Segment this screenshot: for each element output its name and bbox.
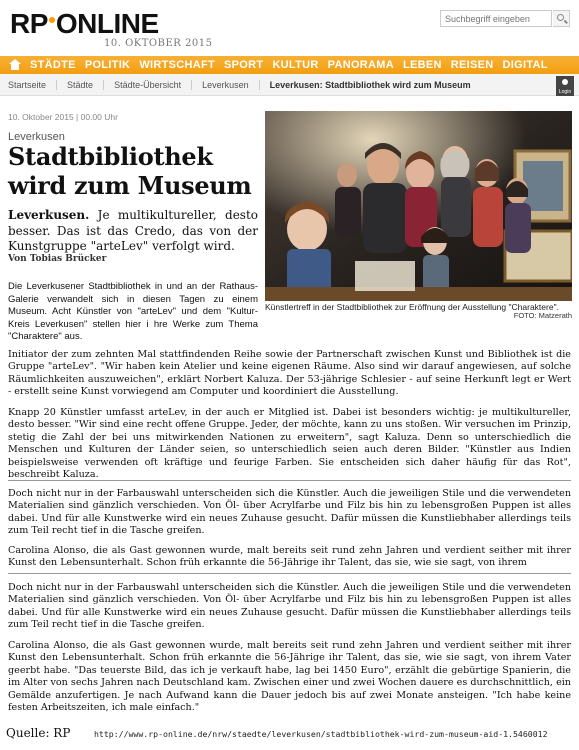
photo-credit: FOTO: Matzerath bbox=[513, 311, 572, 320]
site-header bbox=[0, 0, 579, 56]
divider bbox=[8, 573, 571, 574]
article-meta: 10. Oktober 2015 | 00.00 Uhr bbox=[8, 112, 118, 122]
lead-text: Je multikultureller, desto besser. Das ist das Credo, das von der Kunstgruppe "arteLev" verfolgt wird. bbox=[8, 208, 258, 253]
login-button[interactable]: Login bbox=[556, 76, 574, 96]
breadcrumb-staedte[interactable]: Städte bbox=[57, 80, 104, 90]
main-nav bbox=[0, 56, 579, 74]
nav-item-wirtschaft[interactable]: WIRTSCHAFT bbox=[139, 59, 216, 71]
breadcrumb bbox=[0, 74, 579, 96]
site-logo[interactable]: RP ONLINE bbox=[10, 8, 159, 39]
source-label: Quelle: RP bbox=[6, 726, 71, 740]
article-author: Von Tobias Brücker bbox=[8, 254, 107, 264]
article-kicker: Leverkusen bbox=[8, 131, 65, 143]
page-title: Stadtbibliothek wird zum Museum bbox=[8, 142, 252, 200]
nav-item-leben[interactable]: LEBEN bbox=[403, 59, 442, 71]
article-paragraph: Knapp 20 Künstler umfasst arteLev, in der auch er Mitglied ist. Dabei ist besonders wichtig: je multikultureller, desto besser. "Wir sind eine recht offene Gruppe. Jeder, der möchte, kann zu uns stoßen. Wir versuchen im Prinzip, stetig die Zahl der bei uns mitwirkenden Nationen zu erweitern", sagt Kaluza. Denn so unterschiedlich die Menschen und Kulturen der Länder seien, so unterschiedlich seien auch deren Bilder. "Künstler aus Indien beispielsweise verwenden oft kräftige und feurige Farben. Sie entscheiden sich daher häufig für das Rot", beschreibt Kaluza. bbox=[8, 407, 571, 481]
article-paragraph: Doch nicht nur in der Farbauswahl unterscheiden sich die Künstler. Auch die jeweiligen Stile und die verwendeten Materialien sind gänzlich verschieden. Von Öl- über Acrylfarbe und Filz bis hin zu lebensgroßen Puppen ist alles dabei. Und für alle Kunstwerke wird ein neues Zuhause gesucht. Dafür müssen die Kunstliebhaber allerdings teils zum Teil recht tief in die Tasche greifen. bbox=[8, 582, 571, 631]
article-intro: Die Leverkusener Stadtbibliothek in und an der Rathaus-Galerie verwandelt sich in diesen Tagen zu einem Museum. Acht Künstler von "arteLev" und dem "Kultur-Kreis Leverkusen" stellen hier i hre Werke zum Thema "Charaktere" aus. bbox=[8, 281, 258, 342]
header-date: 10. OKTOBER 2015 bbox=[104, 38, 213, 49]
nav-item-digital[interactable]: DIGITAL bbox=[502, 59, 548, 71]
article-lead bbox=[8, 208, 258, 255]
source-link[interactable]: http://www.rp-online.de/nrw/staedte/leverkusen/stadtbibliothek-wird-zum-museum-aid-1.5460012 bbox=[94, 729, 548, 739]
breadcrumb-startseite[interactable]: Startseite bbox=[8, 80, 57, 90]
article-paragraph: Carolina Alonso, die als Gast gewonnen wurde, malt bereits seit rund zehn Jahren und verdient seither mit ihrer Kunst den Lebensunterhalt. Schon früh erkannte die 56-Jährige ihr Talent, das sie, wie sie sagt, von ihrem Vater geerbt habe. "Das teuerste Bild, das ich je verkauft habe, lag bei 1450 Euro", erzählt die gebürtige Spanierin, die im Alter von sechs Jahren nach Deutschland kam. Zwischen einer und zwei Wochen dauere es durchschnittlich, ein Gemälde anzufertigen. Je nach Aufwand kann die Dauer jedoch bis auf zwei Monate ansteigen. "Ich habe keine festen Arbeitszeiten, ich male einfach." bbox=[8, 640, 571, 714]
article-paragraph: Doch nicht nur in der Farbauswahl unterscheiden sich die Künstler. Auch die jeweiligen Stile und die verwendeten Materialien sind gänzlich verschieden. Von Öl- über Acrylfarbe und Filz bis hin zu lebensgroßen Puppen ist alles dabei. Und für alle Kunstwerke wird ein neues Zuhause gesucht. Dafür müssen die Kunstliebhaber allerdings teils zum Teil recht tief in die Tasche greifen. bbox=[8, 488, 571, 537]
lead-place: Leverkusen. bbox=[8, 208, 90, 222]
nav-item-kultur[interactable]: KULTUR bbox=[272, 59, 319, 71]
article-photo[interactable] bbox=[265, 111, 572, 301]
home-icon[interactable] bbox=[8, 59, 22, 71]
photo-illustration bbox=[265, 111, 572, 301]
divider bbox=[8, 480, 571, 481]
breadcrumb-staedte-uebersicht[interactable]: Städte-Übersicht bbox=[104, 80, 192, 90]
nav-item-politik[interactable]: POLITIK bbox=[84, 59, 131, 71]
nav-item-staedte[interactable]: STÄDTE bbox=[30, 59, 76, 71]
article-paragraph: Initiator der zum zehnten Mal stattfindenden Reihe sowie der Partnerschaft zwischen Kunst und Bibliothek ist die Gruppe "arteLev". "Wir haben kein Atelier und keine eigenen Räume. Also sind wir darauf angewiesen, auf solche Räumlichkeiten auszuweichen", erklärt Norbert Kaluza. Der 53-jährige Schlesier - auf seine Herkunft legt er Wert - erstellt seine Kunst vorwiegend am Computer und koordiniert die Ausstellung. bbox=[8, 349, 571, 398]
search-input[interactable] bbox=[440, 10, 552, 27]
search-icon bbox=[557, 14, 564, 21]
nav-item-sport[interactable]: SPORT bbox=[224, 59, 264, 71]
article-paragraph: Carolina Alonso, die als Gast gewonnen wurde, malt bereits seit rund zehn Jahren und verdient seither mit ihrer Kunst den Lebensunterhalt. Schon früh erkannte die 56-Jährige ihr Talent, das sie, wie sie sagt, von ihrem bbox=[8, 545, 571, 569]
breadcrumb-leverkusen[interactable]: Leverkusen bbox=[192, 80, 260, 90]
nav-item-reisen[interactable]: REISEN bbox=[450, 59, 494, 71]
search-button[interactable] bbox=[553, 10, 570, 27]
photo-caption: Künstlertreff in der Stadtbibliothek zur Eröffnung der Ausstellung "Charaktere". bbox=[265, 302, 559, 312]
nav-item-panorama[interactable]: PANORAMA bbox=[327, 59, 394, 71]
breadcrumb-current: Leverkusen: Stadtbibliothek wird zum Museum bbox=[269, 79, 471, 90]
